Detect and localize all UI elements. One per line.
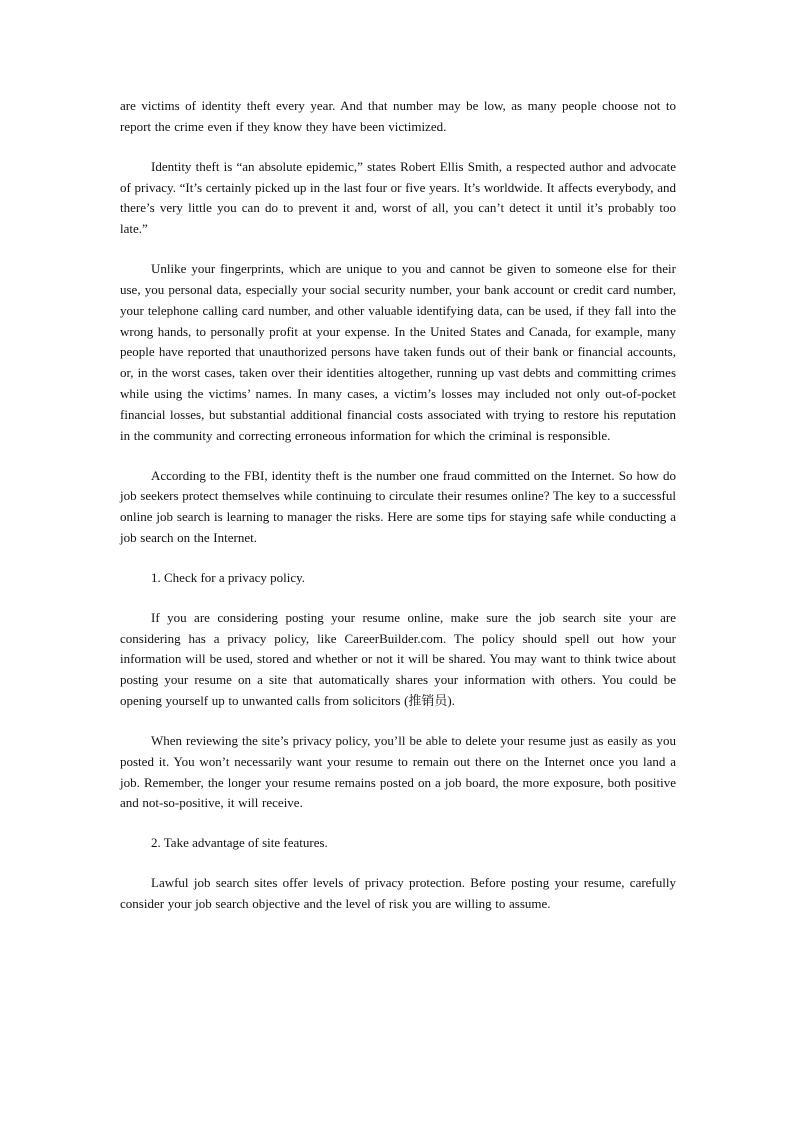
paragraph-epidemic-quote: Identity theft is “an absolute epidemic,” states Robert Ellis Smith, a respected author and advocate of privacy. “It’s certainly picked up in the last four or five years. It’s worldwide. It affects everybody, and there’s very little you can do to prevent it and, worst of all, you can’t detect it until it’s probably too late.”	[120, 158, 676, 237]
paragraph-privacy-policy: If you are considering posting your resume online, make sure the job search site your are considering has a privacy policy, like CareerBuilder.com. The policy should spell out how your information will be used, stored and whether or not it will be shared. You may want to think twice about posting your resume on a site that automatically shares your information with others. You could be opening yourself up to unwanted calls from solicitors (推销员).	[120, 609, 676, 709]
tip-heading-site-features: 2. Take advantage of site features.	[151, 835, 328, 851]
paragraph-delete-resume: When reviewing the site’s privacy policy, you’ll be able to delete your resume just as easily as you posted it. You won’t necessarily want your resume to remain out there on the Internet once you land a job. Remember, the longer your resume remains posted on a job board, the more exposure, both positive and not-so-positive, it will receive.	[120, 733, 676, 811]
paragraph-fbi-fraud: According to the FBI, identity theft is the number one fraud committed on the Internet. So how do job seekers protect themselves while continuing to circulate their resumes online? The key to a successful online job search is learning to manager the risks. Here are some tips for staying safe while conducting a job search on the Internet.	[120, 467, 676, 545]
paragraph-personal-data: Unlike your fingerprints, which are unique to you and cannot be given to someone else for their use, you personal data, especially your social security number, your bank account or credit card number, your telephone calling card number, and other valuable identifying data, can be used, if they fall into the wrong hands, to personally profit at your expense. In the United States and Canada, for example, many people have reported that unauthorized persons have taken funds out of their bank or financial accounts, or, in the worst cases, taken over their identities altogether, running up vast debts and committing crimes while using the victims’ names. In many cases, a victim’s losses may included not only out-of-pocket financial losses, but substantial additional financial costs associated with trying to restore his reputation in the community and correcting erroneous information for which the criminal is responsible.	[120, 261, 676, 443]
paragraph-continuation: are victims of identity theft every year. And that number may be low, as many people choose not to report the crime even if they know they have been victimized.	[120, 98, 676, 134]
paragraph-site-features: Lawful job search sites offer levels of privacy protection. Before posting your resume, carefully consider your job search objective and the level of risk you are willing to assume.	[120, 875, 676, 912]
tip-heading-privacy-policy: 1. Check for a privacy policy.	[151, 569, 306, 585]
document-body	[120, 96, 676, 934]
